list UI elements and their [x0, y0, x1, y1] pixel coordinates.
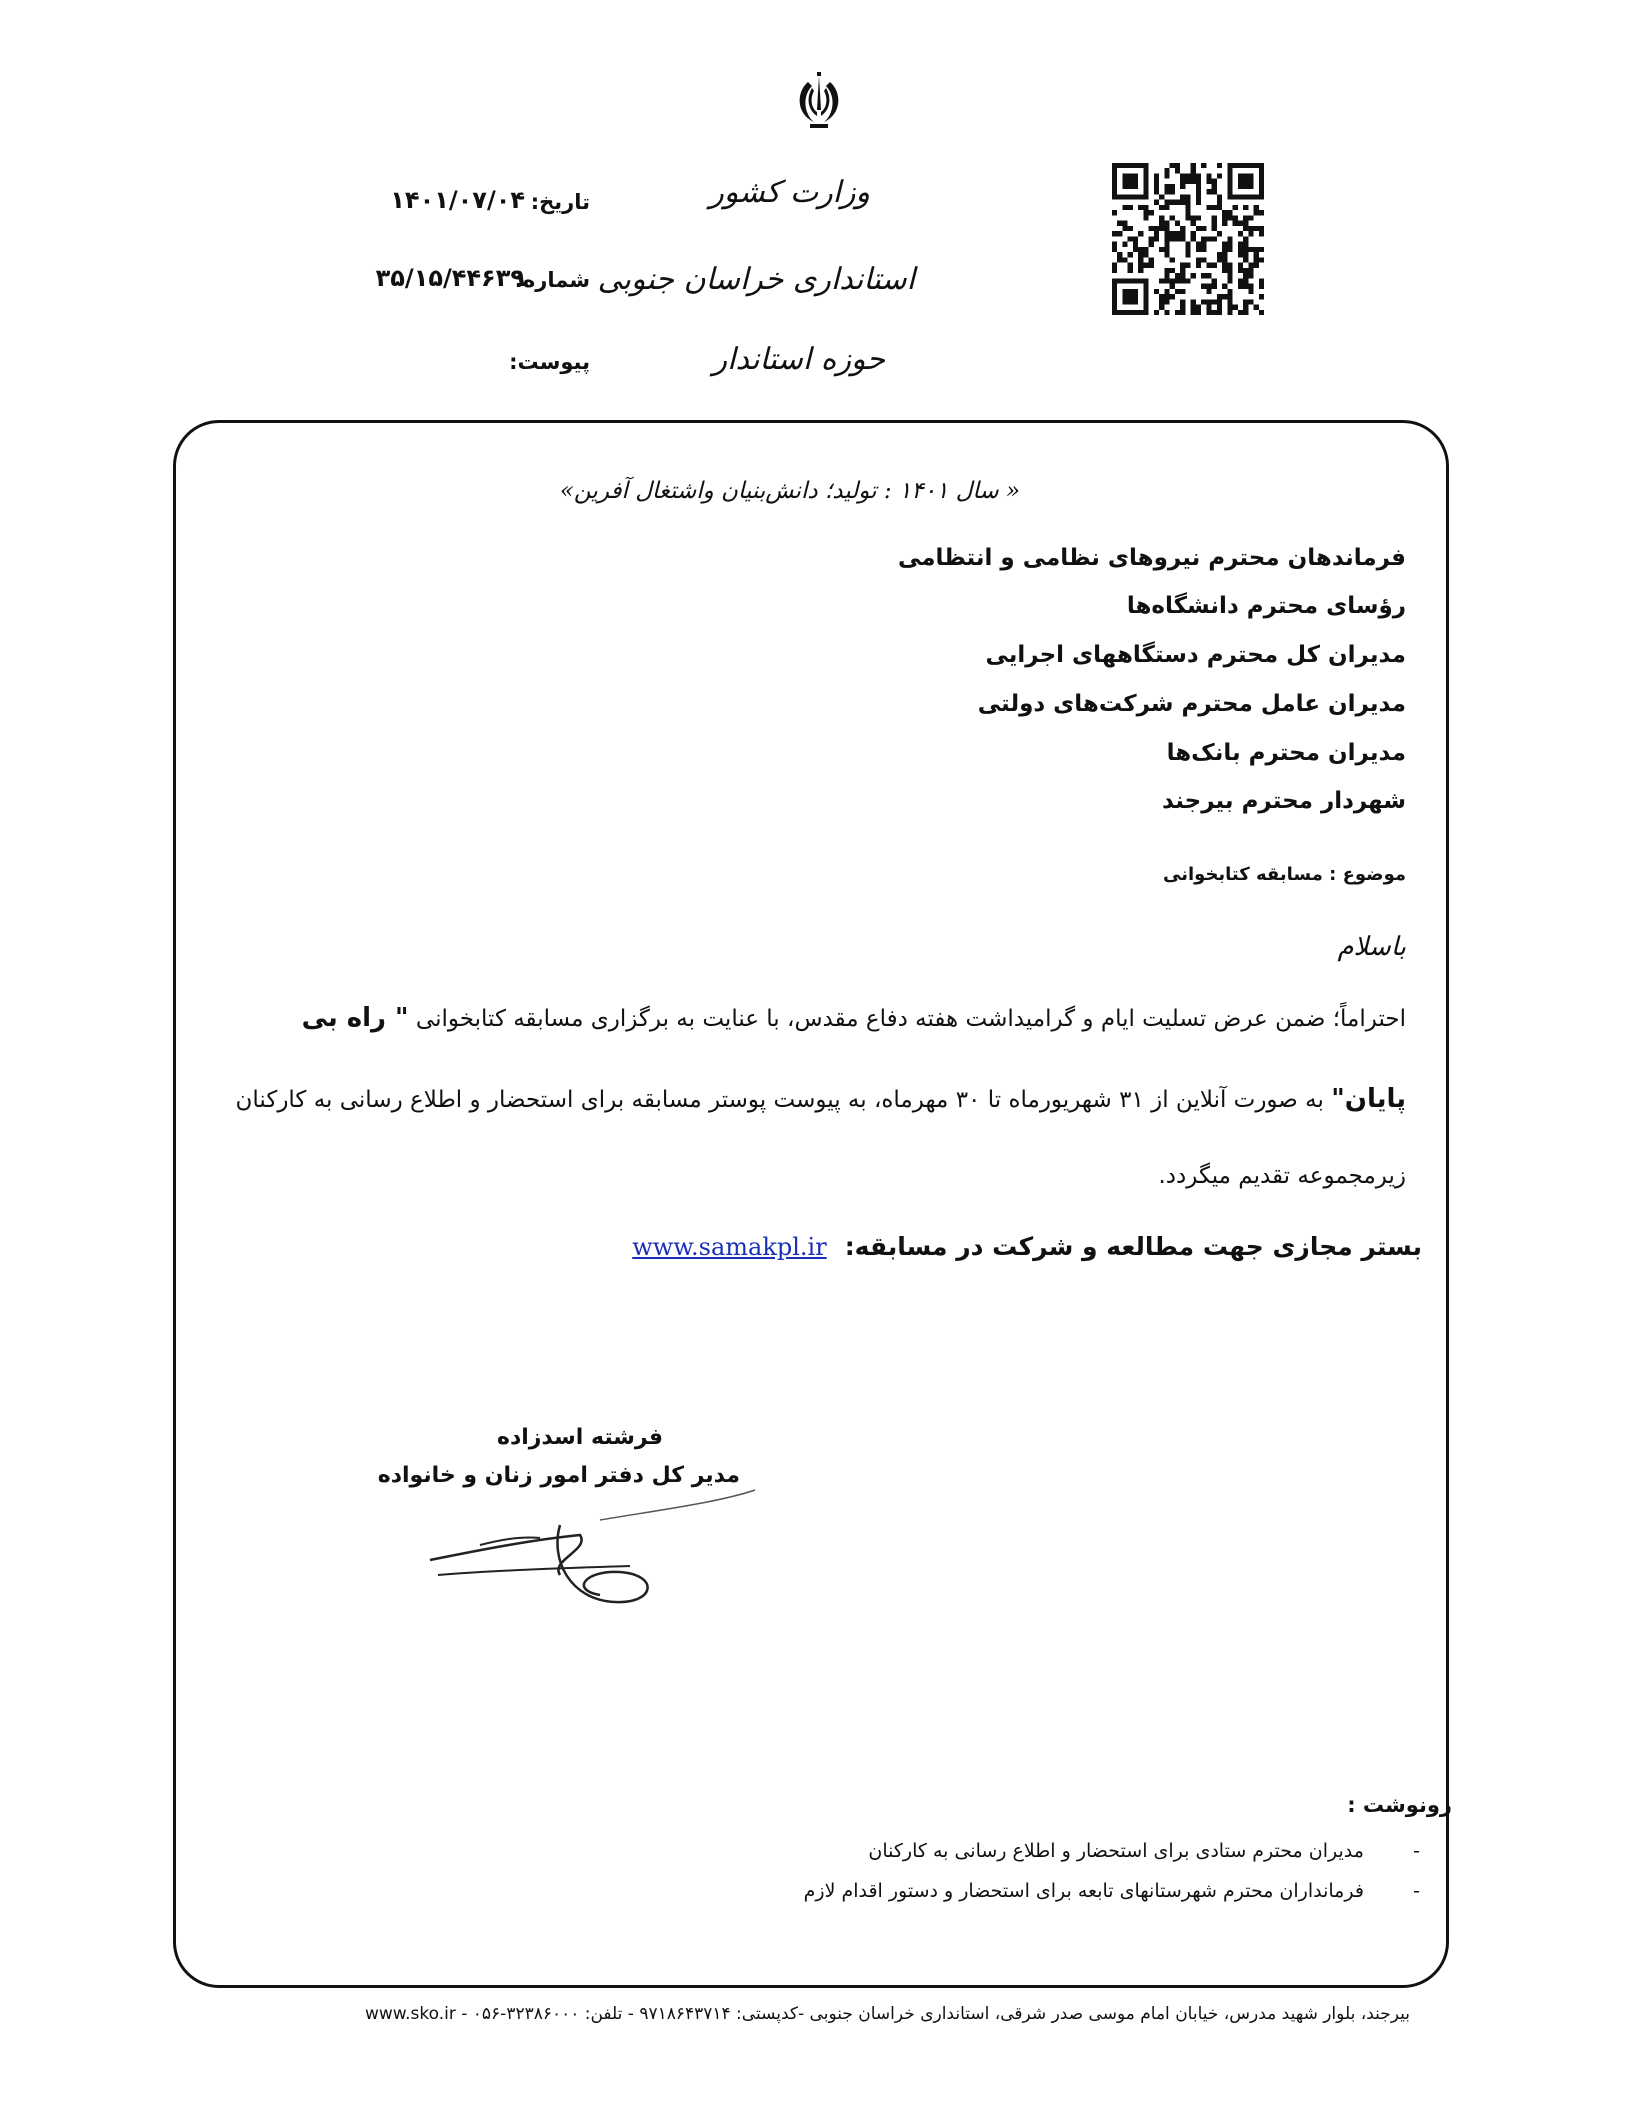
body-line-1	[206, 1003, 1406, 1033]
recipient-line: مدیران کل محترم دستگاههای اجرایی	[985, 642, 1406, 668]
body-line-2	[206, 1084, 1406, 1114]
body-line-3: زیرمجموعه تقدیم میگردد.	[1158, 1163, 1406, 1189]
cc-bullet: -	[1413, 1880, 1420, 1902]
recipient-line: فرماندهان محترم نیروهای نظامی و انتظامی	[897, 545, 1406, 571]
recipient-line: رؤسای محترم دانشگاه‌ها	[1126, 593, 1406, 619]
date-value: ۱۴۰۱/۰۷/۰۴	[390, 186, 525, 214]
ministry-name: وزارت کشور	[709, 175, 870, 210]
qr-code-icon	[1112, 163, 1264, 315]
letter-number-label: شماره:	[514, 268, 590, 292]
cc-item	[720, 1880, 1420, 1902]
body-text: به صورت آنلاین از ۳۱ شهریورماه تا ۳۰ مهرماه، به پیوست پوستر مسابقه برای استحضار و اطلاع رسانی به کارکنان	[235, 1087, 1324, 1113]
iran-emblem-icon	[790, 70, 848, 136]
date-label: تاریخ:	[530, 190, 590, 214]
platform-link[interactable]: www.samakpl.ir	[632, 1233, 827, 1261]
footer-address: بیرجند، بلوار شهید مدرس، خیابان امام موسی صدر شرقی، استانداری خراسان جنوبی -کدپستی: ۹۷۱۸۶۴۳۷۱۴ - تلفن: ۳۲۳۸۶۰۰۰-۰۵۶ - www.sko.ir	[364, 2004, 1410, 2024]
signer-title: مدیر کل دفتر امور زنان و خانواده	[377, 1463, 740, 1488]
subject-line: موضوع : مسابقه کتابخوانی	[1163, 864, 1406, 885]
attachment-label: پیوست:	[509, 350, 590, 374]
recipient-line: مدیران عامل محترم شرکت‌های دولتی	[977, 691, 1406, 717]
year-slogan: « سال ۱۴۰۱ : تولید؛ دانش‌بنیان واشتغال آفرین»	[559, 478, 1020, 504]
handwritten-signature	[420, 1480, 760, 1630]
governorate-name: استانداری خراسان جنوبی	[597, 262, 915, 297]
signer-name: فرشته اسدزاده	[496, 1425, 664, 1450]
body-text: احتراماً؛ ضمن عرض تسلیت ایام و گرامیداشت هفته دفاع مقدس، با عنایت به برگزاری مسابقه کتابخوانی	[415, 1006, 1406, 1032]
platform-line	[322, 1232, 1422, 1261]
letter-number-value: ۳۵/۱۵/۴۴۶۳۹	[375, 264, 525, 292]
cc-item	[720, 1840, 1420, 1862]
cc-text: فرمانداران محترم شهرستانهای تابعه برای استحضار و دستور اقدام لازم	[803, 1880, 1364, 1902]
platform-label: بستر مجازی جهت مطالعه و شرکت در مسابقه:	[844, 1232, 1422, 1261]
cc-label: رونوشت :	[1347, 1793, 1452, 1817]
contest-title-part2: پایان"	[1331, 1084, 1406, 1114]
greeting: باسلام	[1337, 932, 1406, 962]
recipient-line: شهردار محترم بیرجند	[1161, 788, 1406, 814]
office-name: حوزه استاندار	[712, 342, 885, 377]
cc-text: مدیران محترم ستادی برای استحضار و اطلاع رسانی به کارکنان	[868, 1840, 1364, 1862]
contest-title-part1: " راه بی	[301, 1003, 409, 1033]
cc-bullet: -	[1413, 1840, 1420, 1862]
recipient-line: مدیران محترم بانک‌ها	[1166, 740, 1406, 766]
